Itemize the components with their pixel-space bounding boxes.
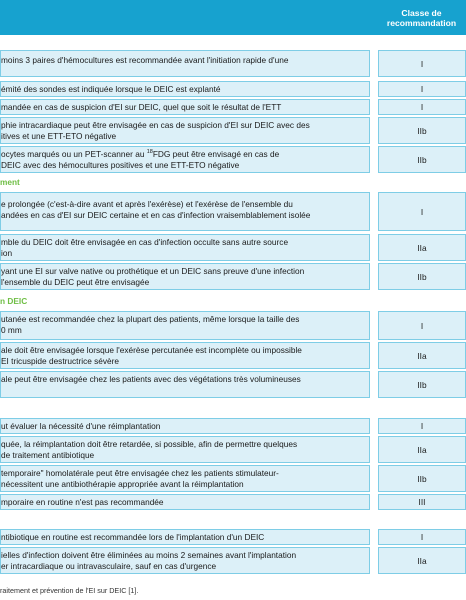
recommendation-class: I bbox=[378, 418, 466, 434]
header-class-label: recommandation bbox=[386, 17, 457, 28]
recommendation-class: IIa bbox=[378, 436, 466, 463]
recommendation-text: quée, la réimplantation doit être retardée, si possible, afin de permettre quelques de traitement antibiotique bbox=[0, 436, 370, 463]
recommendation-text: mporaire en routine n'est pas recommandée bbox=[0, 494, 370, 510]
recommendation-text: temporaire" homolatérale peut être envisagée chez les patients stimulateur- nécessitent une antibiothérapie appropriée avant la réimplantation bbox=[0, 465, 370, 492]
section-heading: n DEIC bbox=[0, 296, 466, 307]
recommendation-text: émité des sondes est indiquée lorsque le DEIC est explanté bbox=[0, 81, 370, 97]
table-caption: raitement et prévention de l'EI sur DEIC [1]. bbox=[0, 586, 139, 595]
recommendation-text: ale peut être envisagée chez les patients avec des végétations très volumineuses bbox=[0, 371, 370, 398]
recommendation-text: ntibiotique en routine est recommandée lors de l'implantation d'un DEIC bbox=[0, 529, 370, 545]
header-class-cell bbox=[377, 0, 466, 35]
recommendation-class: I bbox=[378, 81, 466, 97]
recommendation-class: I bbox=[378, 50, 466, 77]
recommendation-class: III bbox=[378, 494, 466, 510]
recommendation-class: I bbox=[378, 99, 466, 115]
recommendation-text: mble du DEIC doit être envisagée en cas d'infection occulte sans autre source ion bbox=[0, 234, 370, 261]
recommendation-class: IIb bbox=[378, 371, 466, 398]
recommendation-class: IIb bbox=[378, 263, 466, 290]
recommendation-text: moins 3 paires d'hémocultures est recommandée avant l'initiation rapide d'une bbox=[0, 50, 370, 77]
recommendation-class: I bbox=[378, 529, 466, 545]
recommendation-text: ielles d'infection doivent être éliminées au moins 2 semaines avant l'implantation er intracardiaque ou intravasculaire, sauf en cas d'urgence bbox=[0, 547, 370, 574]
header-description-cell bbox=[0, 0, 375, 35]
recommendation-class: IIa bbox=[378, 234, 466, 261]
recommendation-text: ut évaluer la nécessité d'une réimplantation bbox=[0, 418, 370, 434]
recommendation-class: IIb bbox=[378, 465, 466, 492]
recommendation-text: ocytes marqués ou un PET-scanner au $^{18}$FDG peut être envisagé en cas de DEIC avec des hémocultures positives et une ETT-ETO négative bbox=[0, 146, 370, 173]
recommendation-class: IIa bbox=[378, 547, 466, 574]
recommendation-text: ale doit être envisagée lorsque l'exérèse percutanée est incomplète ou impossible EI tricuspide destructrice sévère bbox=[0, 342, 370, 369]
recommendation-text: mandée en cas de suspicion d'EI sur DEIC, quel que soit le résultat de l'ETT bbox=[0, 99, 370, 115]
recommendation-text: utanée est recommandée chez la plupart des patients, même lorsque la taille des 0 mm bbox=[0, 311, 370, 340]
recommendation-class: IIb bbox=[378, 146, 466, 173]
recommendation-text: e prolongée (c'est-à-dire avant et après l'exérèse) et l'exérèse de l'ensemble du andées en cas d'EI sur DEIC certaine et en cas d'infection vraisemblablement isolée bbox=[0, 192, 370, 231]
section-heading: ment bbox=[0, 177, 466, 188]
recommendation-class: I bbox=[378, 192, 466, 231]
recommendation-class: IIb bbox=[378, 117, 466, 144]
recommendation-class: IIa bbox=[378, 342, 466, 369]
recommendation-class: I bbox=[378, 311, 466, 340]
table-header bbox=[0, 0, 466, 35]
recommendation-text: phie intracardiaque peut être envisagée en cas de suspicion d'EI sur DEIC avec des itives et une ETT-ETO négative bbox=[0, 117, 370, 144]
header-class-label: Classe de bbox=[401, 7, 442, 18]
recommendation-text: yant une EI sur valve native ou prothétique et un DEIC sans preuve d'une infection l'ensemble du DEIC peut être envisagée bbox=[0, 263, 370, 290]
